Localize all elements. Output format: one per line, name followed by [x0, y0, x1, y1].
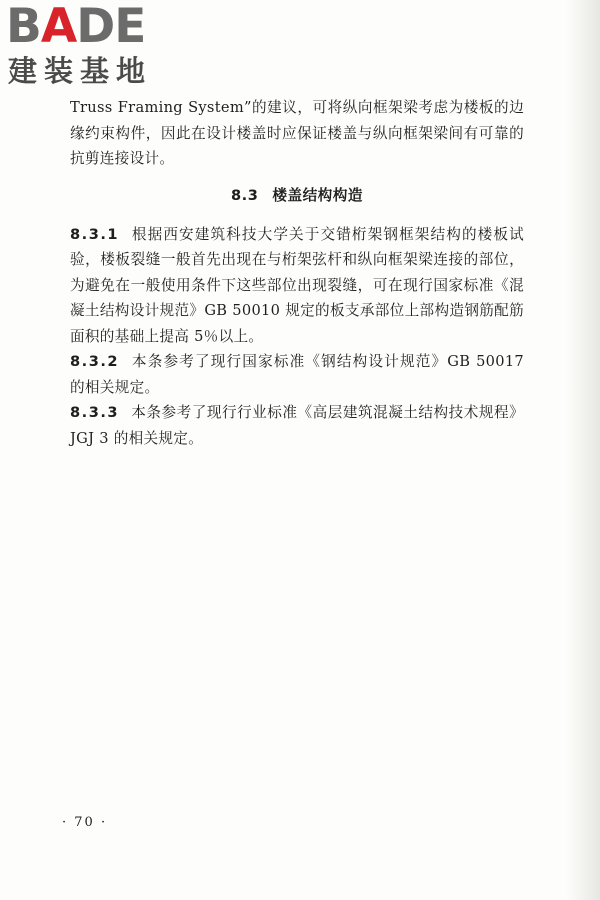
clause-number: 8.3.3: [70, 404, 120, 421]
intro-paragraph: Truss Framing System”的建议，可将纵向框架梁考虑为楼板的边缘约束构件，因此在设计楼盖时应保证楼盖与纵向框架梁间有可靠的抗剪连接设计。: [70, 99, 524, 167]
document-body: [70, 95, 524, 451]
clause-8-3-3: [70, 400, 524, 451]
clause-number: 8.3.2: [70, 353, 120, 370]
clause-text: 本条参考了现行行业标准《高层建筑混凝土结构技术规程》JGJ 3 的相关规定。: [70, 404, 524, 447]
clause-8-3-1: [70, 222, 524, 350]
logo-letter-a-accent: A: [40, 0, 77, 54]
section-title: 楼盖结构构造: [272, 186, 363, 204]
clause-text: 本条参考了现行国家标准《钢结构设计规范》GB 50017 的相关规定。: [70, 353, 524, 396]
section-heading: [70, 185, 524, 207]
logo-letter-b: B: [6, 0, 41, 54]
clause-8-3-2: [70, 349, 524, 400]
page-number: · 70 ·: [62, 815, 108, 830]
section-number: 8.3: [231, 186, 259, 204]
clause-text: 根据西安建筑科技大学关于交错桁架钢框架结构的楼板试验，楼板裂缝一般首先出现在与桁架弦杆和纵向框架梁连接的部位，为避免在一般使用条件下这些部位出现裂缝，可在现行国家标准《混凝土结构设计规范》GB 50010 规定的板支承部位上部构造钢筋配筋面积的基础上提高 5％以上。: [70, 225, 524, 345]
bade-logo: [6, 2, 176, 92]
clause-number: 8.3.1: [70, 225, 120, 243]
page-edge-shadow: [566, 0, 600, 900]
logo-letters-de: DE: [76, 0, 146, 54]
logo-wordmark: [6, 2, 145, 52]
logo-chinese-name: 建装基地: [8, 54, 153, 88]
